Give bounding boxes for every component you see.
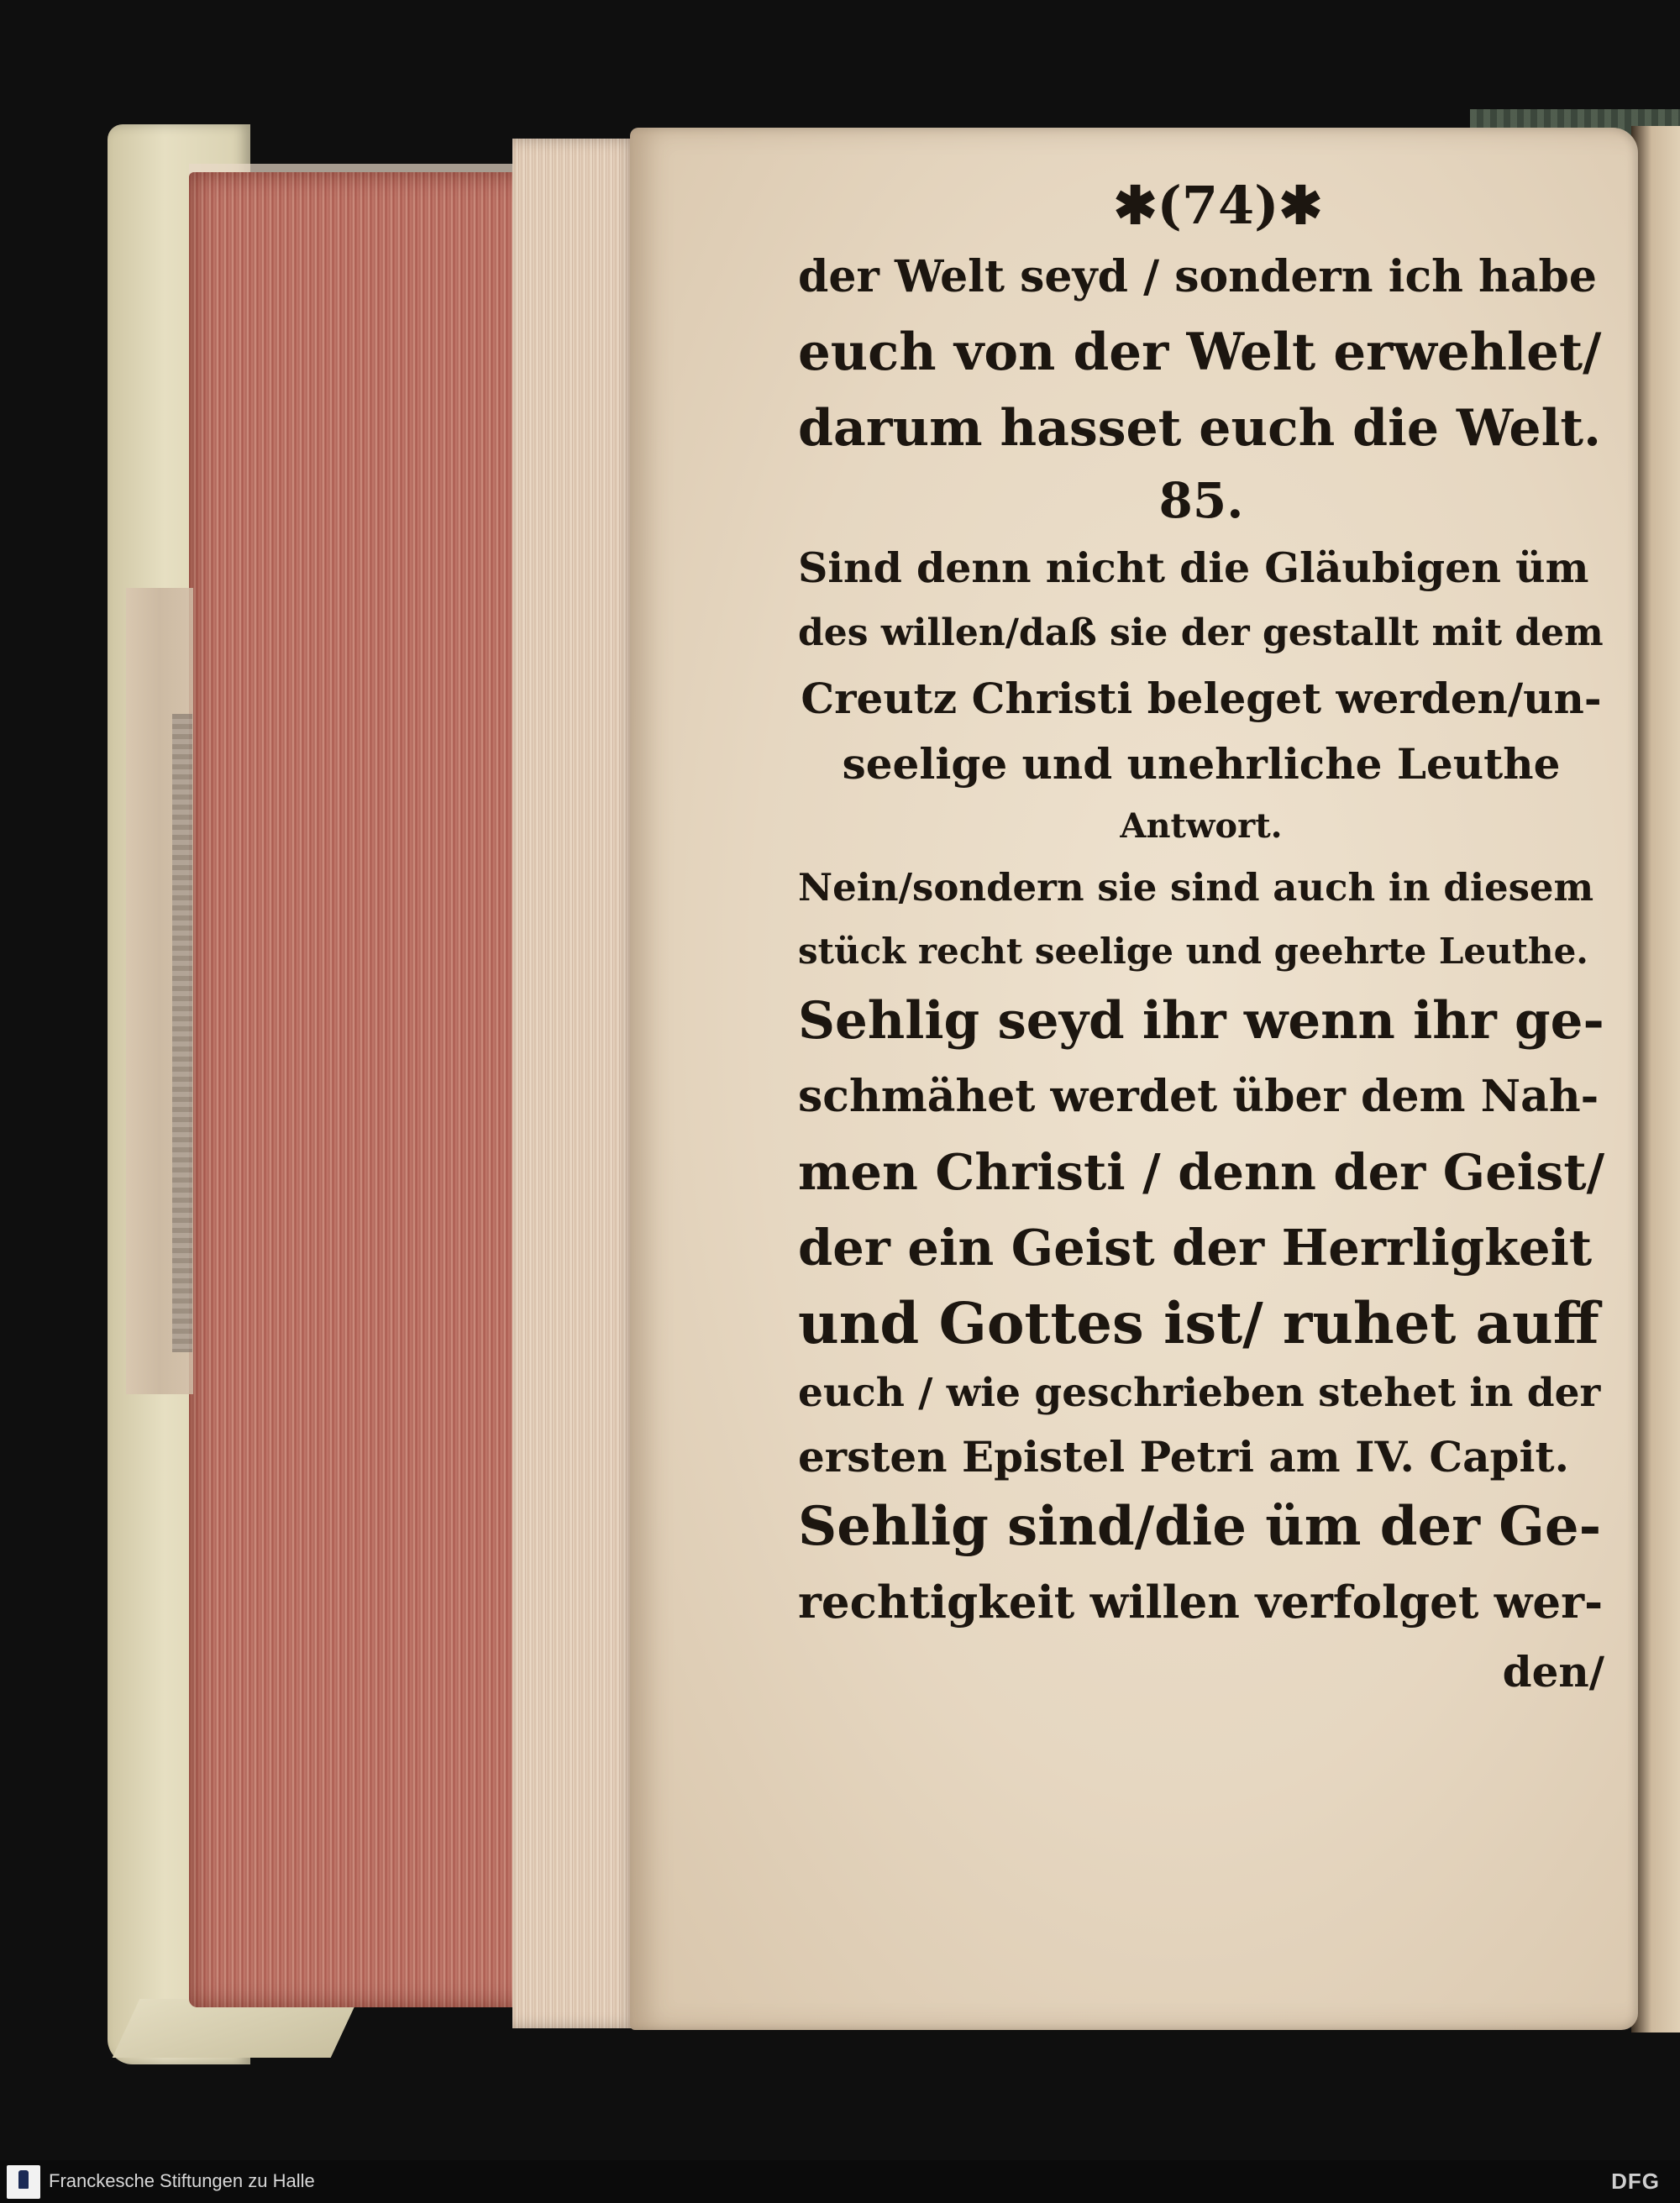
dfg-logo: DFG — [1611, 2169, 1660, 2194]
text-line: darum hasset euch die Welt. — [798, 399, 1601, 458]
question-line: Creutz Christi beleget werden/un- — [801, 674, 1602, 723]
text-line: Sehlig sind/die üm der Ge- — [798, 1495, 1602, 1558]
answer-heading: Antwort. — [1120, 806, 1283, 846]
question-number: 85. — [1158, 472, 1244, 529]
text-line: der Welt seyd / sondern ich habe — [798, 251, 1597, 302]
text-line: Sehlig seyd ihr wenn ihr ge- — [798, 991, 1604, 1051]
viewer-footer — [0, 2160, 1680, 2203]
text-line: der ein Geist der Herrligkeit — [798, 1219, 1593, 1277]
bookmark-pattern — [172, 714, 192, 1352]
text-line: stück recht seelige und geehrte Leuthe. — [798, 931, 1588, 972]
text-line: schmähet werdet über dem Nah- — [798, 1071, 1599, 1122]
text-line: men Christi / denn der Geist/ — [798, 1143, 1605, 1201]
page-text — [798, 172, 1604, 1704]
text-line: rechtigkeit willen verfolget wer- — [798, 1576, 1604, 1629]
institution-name: Franckesche Stiftungen zu Halle — [49, 2170, 315, 2191]
institution-logo-icon — [7, 2165, 40, 2199]
red-page-edges — [189, 172, 542, 2007]
facing-page-edge — [1631, 126, 1680, 2033]
cover-fold — [113, 1999, 359, 2058]
text-line: ersten Epistel Petri am IV. Capit. — [798, 1432, 1570, 1482]
inner-page-edges — [512, 139, 638, 2028]
text-line: euch von der Welt erwehlet/ — [798, 323, 1602, 382]
question-line: seelige und unehrliche Leuthe — [842, 739, 1561, 789]
text-line: Nein/sondern sie sind auch in diesem — [798, 865, 1594, 910]
question-line: Sind denn nicht die Gläubigen üm — [798, 543, 1589, 592]
page-number-header: ✱(74)✱ — [1113, 175, 1323, 236]
catchword: den/ — [1502, 1647, 1604, 1697]
text-line: euch / wie geschrieben stehet in der — [798, 1370, 1601, 1416]
question-line: des willen/daß sie der gestallt mit dem — [798, 611, 1604, 654]
text-line: und Gottes ist/ ruhet auff — [798, 1290, 1599, 1356]
